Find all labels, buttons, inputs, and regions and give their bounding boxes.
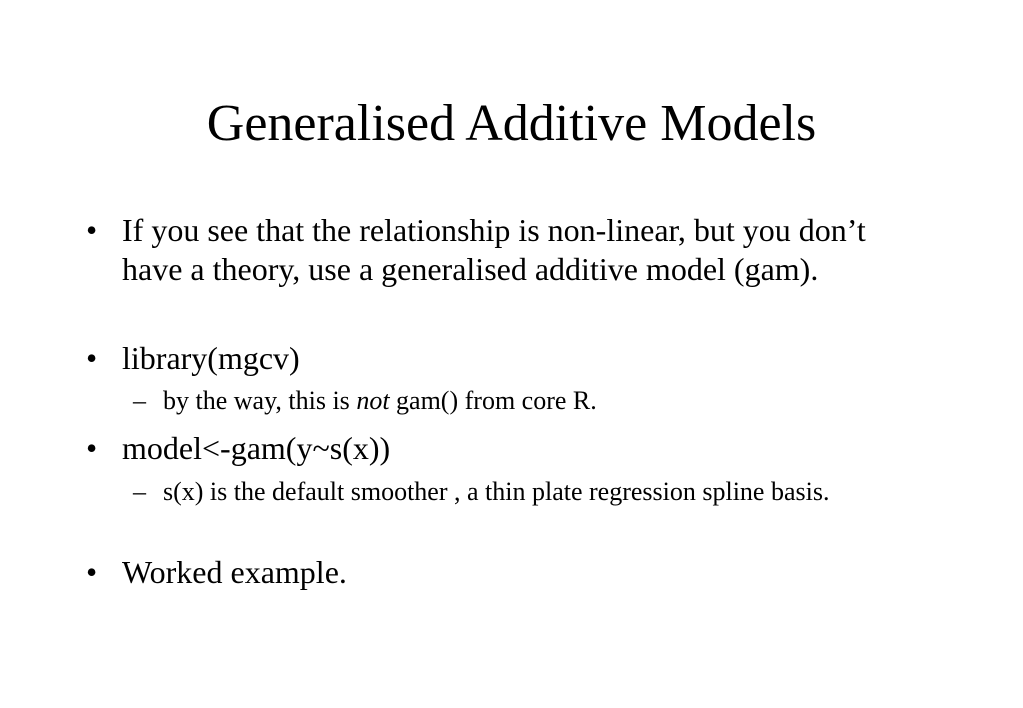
sub-bullet-marker: – xyxy=(133,386,146,415)
sub-bullet-text: s(x) is the default smoother , a thin plate regression spline basis. xyxy=(163,477,830,506)
sub-text-emphasis: not xyxy=(356,386,390,415)
bullet-item-library xyxy=(86,339,926,378)
bullet-text: Worked example. xyxy=(122,554,347,590)
bullet-item-model-call xyxy=(86,429,926,468)
sub-bullet-marker: – xyxy=(133,477,146,506)
bullet-text: If you see that the relationship is non-linear, but you don’t have a theory, use a generalised additive model (gam). xyxy=(122,212,866,287)
bullet-text: library(mgcv) xyxy=(122,340,300,376)
bullet-marker: • xyxy=(86,554,98,590)
bullet-text: model<-gam(y~s(x)) xyxy=(122,430,391,466)
bullet-item-worked-example xyxy=(86,553,926,592)
bullet-marker: • xyxy=(86,430,98,466)
sub-text-before: by the way, this is xyxy=(163,386,357,415)
sub-bullet-text xyxy=(163,385,923,417)
sub-item-not-core-gam xyxy=(133,385,923,417)
bullet-marker: • xyxy=(86,340,98,376)
sub-text-after: gam() from core R. xyxy=(389,386,597,415)
bullet-item-gam-intro xyxy=(86,211,926,289)
sub-item-smoother xyxy=(133,476,923,508)
bullet-marker: • xyxy=(86,212,98,248)
slide-title: Generalised Additive Models xyxy=(206,95,817,152)
